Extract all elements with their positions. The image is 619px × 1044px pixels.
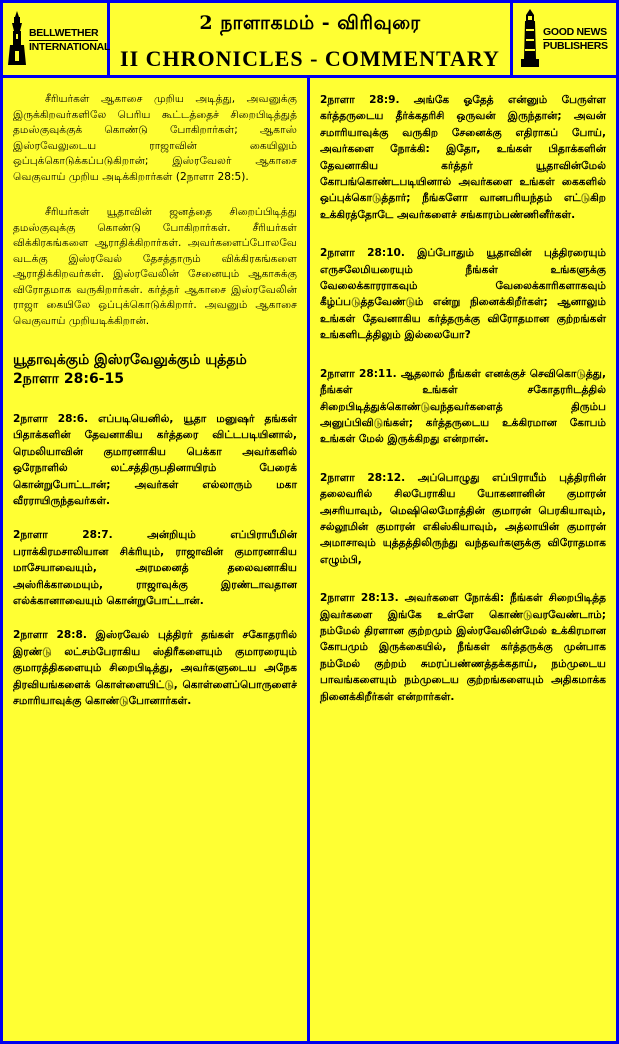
bellwether-logo <box>3 3 111 75</box>
logo-line1: GOOD NEWS <box>543 26 607 38</box>
bell-tower-icon <box>7 11 27 65</box>
verse-paragraph: 2நாளா 28:10. இப்போதும் யூதாவின் புத்திரரையும் எருசலேமியரையும் நீங்கள் உங்களுக்கு வேலைக்காரராகவும் வேலைக்காரிகளாகவும் கீழ்ப்படுத்தவேண்டும் என்று நினைக்கிறீர்கள்; ஆனாலும் உங்கள் தேவனாகிய கர்த்தருக்கு விரோதமான குற்றங்கள் உங்களிடத்திலும் இல்லையோ? <box>320 247 606 342</box>
logo-line1: BELLWETHER <box>29 27 99 39</box>
left-column <box>3 78 307 1041</box>
right-column <box>310 78 616 1041</box>
title-box <box>110 3 510 75</box>
logo-line2: INTERNATIONAL <box>29 41 111 53</box>
verse-paragraph: 2நாளா 28:8. இஸ்ரவேல் புத்திரர் தங்கள் சகோதரரில் இரண்டு லட்சம்பேராகிய ஸ்திரீகளையும் குமாரரையும் குமாரத்திகளையும் சிறைபிடித்து, அவர்களுடைய அநேக திரவியங்களைக் கொள்ளையிட்டு, கொள்ளைப்பொருளைச் சமாரியாவுக்கு கொண்டுபோனார்கள். <box>13 629 297 708</box>
page-header <box>3 3 616 75</box>
intro-paragraph: சீரியர்கள் ஆகாசை முறிய அடித்து, அவனுக்கு இருக்கிறவர்களிலே பெரிய கூட்டத்தைச் சிறைபிடித்துத் தமஸ்குவுக்குக் கொண்டு போகிறார்கள்; ஆகாஸ் இஸ்ரவேலுடைய ராஜாவின் கையிலும் ஒப்புக்கொடுக்கப்படுகிறான்; இஸ்ரவேலர் ஆகாசை வெகுவாய் முறிய அடிக்கிறார்கள் (2நாளா 28:5). <box>13 93 297 183</box>
verse-paragraph: 2நாளா 28:6. எப்படியெனில், யூதா மனுஷர் தங்கள் பிதாக்களின் தேவனாகிய கர்த்தரை விட்டபடியினால், ரெமலியாவின் குமாரனாகிய பெக்கா அவர்களில் ஒரேநாளில் லட்சத்திருபதினாயிரம் பேரைக் கொன்றுபோட்டான்; அவர்கள் எல்லாரும் மகா வீரராயிருந்தவர்கள். <box>13 413 297 508</box>
lighthouse-icon <box>521 9 539 67</box>
section-heading <box>13 351 297 389</box>
section-heading-title: யூதாவுக்கும் இஸ்ரவேலுக்கும் யுத்தம் <box>13 352 247 368</box>
intro-section <box>13 92 297 329</box>
logo-line2: PUBLISHERS <box>543 40 608 52</box>
verse-paragraph: 2நாளா 28:7. அன்றியும் எப்பிராயீமின் பராக்கிரமசாலியான சிக்ரியும், ராஜாவின் குமாரனாகிய மாசேயாவையும், அரமனைத் தலைவனாகிய அஸ்ரிக்காமையும், ராஜாவுக்கு இரண்டாவதான எல்க்கானாவையும் கொன்றுபோட்டான். <box>13 529 297 608</box>
verse-paragraph: 2நாளா 28:13. அவர்களை நோக்கி: நீங்கள் சிறைபிடித்த இவர்களை இங்கே உள்ளே கொண்டுவரவேண்டாம்; நம்மேல் திரளான குற்றமும் இஸ்ரவேலின்மேல் உக்கிரமான கோபமும் இருக்கையில், நீங்கள் கர்த்தருக்கு முன்பாக நம்மேல் குற்றம் சுமரப்பண்ணத்தக்கதாய், நம்முடைய பாவங்களையும் நம்முடைய குற்றங்களையும் அதிகமாக்க நினைக்கிறீர்கள் என்றார்கள். <box>320 592 606 703</box>
page-title-english: II CHRONICLES - COMMENTARY <box>120 46 500 71</box>
verse-paragraph: 2நாளா 28:11. ஆதலால் நீங்கள் எனக்குச் செவிகொடுத்து, நீங்கள் உங்கள் சகோதரரிடத்தில் சிறைபிடித்துக்கொண்டுவந்தவர்களைத் திரும்ப அனுப்பிவிடுங்கள்; கர்த்தருடைய உக்கிரமான கோபம் உங்கள் மேல் இருக்கிறது என்றான். <box>320 367 606 446</box>
good-news-logo <box>513 3 616 75</box>
page-title-tamil: 2 நாளாகமம் - விரிவுரை <box>199 12 421 34</box>
section-heading-reference: 2நாளா 28:6-15 <box>13 371 124 387</box>
verse-paragraph: 2நாளா 28:12. அப்பொழுது எப்பிராயீம் புத்திரரின் தலைவரில் சிலபேராகிய யோகனானின் குமாரன் அசரியாவும், மெஷிலெமோத்தின் குமாரன் பெரகியாவும், சல்லூமின் குமாரன் எகிஸ்கியாவும், அத்லாயின் குமாரன் அமாசாவும் யுத்தத்திலிருந்து வந்தவர்களுக்கு விரோதமாக எழும்பி, <box>320 471 606 566</box>
verse-paragraph: 2நாளா 28:9. அங்கே ஓதேத் என்னும் பேருள்ள கர்த்தருடைய தீர்க்கதரிசி ஒருவன் இருந்தான்; அவன் சமாரியாவுக்கு வருகிற சேனைக்கு எதிராகப் போய், அவர்களை நோக்கி: இதோ, உங்கள் பிதாக்களின் தேவனாகிய கர்த்தர் யூதாவின்மேல் கோபங்கொண்டபடியினால் அவர்களை உங்கள் கைகளில் ஒப்புக்கொடுத்தார்; நீங்களோ வானபரியந்தம் எட்டுகிற உக்கிரத்தோடே அவர்களைச் சங்காரம்பண்ணினீர்கள். <box>320 94 606 221</box>
intro-paragraph: சீரியர்கள் யூதாவின் ஜனத்தை சிறைப்பிடித்து தமஸ்குவுக்கு கொண்டு போகிறார்கள். சீரியர்கள் விக்கிரகங்களை ஆராதிக்கிறார்கள். அவர்களைப்போலவே வடக்கு இஸ்ரவேல் தேசத்தாரும் விக்கிரகங்களை ஆராதிக்கிறவர்கள். இஸ்ரவேலின் சேனையும் ஆகாசுக்கு விரோதமாக வருகிறார்கள். கர்த்தர் ஆகாசை இஸ்ரவேலின் ராஜா கையிலே ஒப்புக்கொடுக்கிறார். அவனும் ஆகாசை வெகுவாய் முறியடிக்கிறான். <box>13 206 297 327</box>
